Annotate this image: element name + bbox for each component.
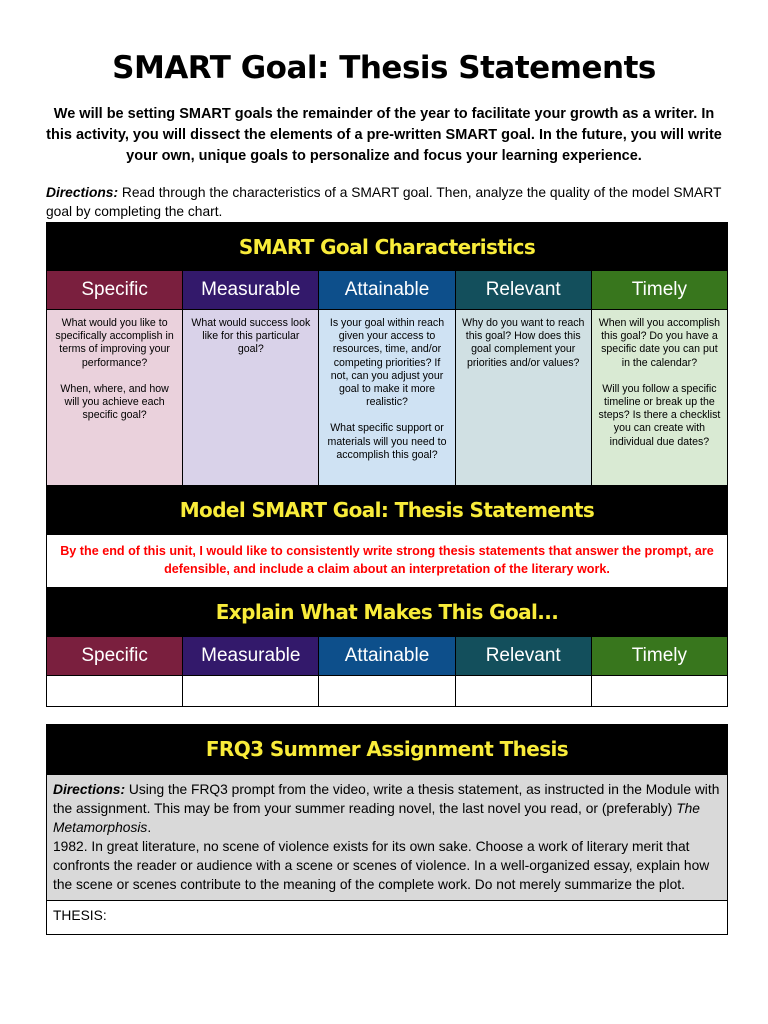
directions-label: Directions: xyxy=(46,185,119,200)
characteristics-header-row xyxy=(47,271,727,309)
thesis-field[interactable] xyxy=(47,901,727,934)
explain-header-timely: Timely xyxy=(592,637,727,675)
book-end: . xyxy=(147,820,152,835)
cell-measurable xyxy=(183,309,319,485)
cell-text: When will you accomplish this goal? Do you have a specific date you can put in the calendar? xyxy=(598,317,721,369)
smart-table xyxy=(46,222,728,707)
answer-cell-relevant[interactable] xyxy=(456,675,592,706)
cell-text: What specific support or materials will you need to accomplish this goal? xyxy=(327,422,447,461)
explain-header-measurable: Measurable xyxy=(183,637,319,675)
header-relevant: Relevant xyxy=(456,271,592,309)
frq-directions-label: Directions: xyxy=(53,782,126,797)
header-specific: Specific xyxy=(47,271,183,309)
thesis-label: THESIS: xyxy=(53,908,107,923)
answer-cell-attainable[interactable] xyxy=(319,675,455,706)
model-goal-heading: Model SMART Goal: Thesis Statements xyxy=(47,485,727,535)
cell-text: When, where, and how will you achieve each specific goal? xyxy=(60,382,169,422)
cell-relevant xyxy=(456,309,592,485)
directions-text: Read through the characteristics of a SMART goal. Then, analyze the quality of the model SMART goal by completing the chart. xyxy=(46,185,722,219)
cell-timely xyxy=(592,309,727,485)
explain-heading: Explain What Makes This Goal... xyxy=(47,587,727,637)
cell-text: What would you like to specifically accomplish in terms of improving your performance? xyxy=(55,317,174,369)
intro-text: We will be setting SMART goals the remainder of the year to facilitate your growth as a writer. In this activity, you will dissect the elements of a pre-written SMART goal. In the future, you will write your own, unique goals to personalize and focus your learning experience. xyxy=(46,106,722,164)
answer-cell-measurable[interactable] xyxy=(183,675,319,706)
characteristics-heading: SMART Goal Characteristics xyxy=(47,223,727,271)
cell-text: Is your goal within reach given your access to resources, time, and/or competing priorities? If not, can you adjust your goal to make it more realistic? xyxy=(329,317,445,409)
cell-text: Will you follow a specific timeline or break up the steps? Is there a checklist you can create with individual due dates? xyxy=(598,382,721,448)
answer-cell-specific[interactable] xyxy=(47,675,183,706)
explain-header-specific: Specific xyxy=(47,637,183,675)
cell-specific xyxy=(47,309,183,485)
book-title: The Metamorphosis xyxy=(53,801,700,835)
cell-text: Why do you want to reach this goal? How does this goal complement your priorities and/or values? xyxy=(461,317,585,369)
page-title: SMART Goal: Thesis Statements xyxy=(112,50,656,86)
frq-heading: FRQ3 Summer Assignment Thesis xyxy=(47,725,727,774)
header-attainable: Attainable xyxy=(319,271,455,309)
explain-answer-row xyxy=(47,675,727,706)
explain-header-relevant: Relevant xyxy=(456,637,592,675)
model-goal-text: By the end of this unit, I would like to consistently write strong thesis statements that answer the prompt, are defensible, and include a claim about an interpretation of the literary work. xyxy=(60,544,714,576)
frq-prompt: 1982. In great literature, no scene of violence exists for its own sake. Choose a work of literary merit that confronts the reader or audience with a scene or scenes of violence. In a well-organized essay, explain how the scene or scenes contribute to the meaning of the complete work. Do not merely summarize the plot. xyxy=(53,839,710,892)
answer-cell-timely[interactable] xyxy=(592,675,727,706)
frq-directions-text: Using the FRQ3 prompt from the video, write a thesis statement, as instructed in the Module with the assignment. This may be from your summer reading novel, the last novel you read, or (preferably) xyxy=(53,782,720,816)
explain-header-attainable: Attainable xyxy=(319,637,455,675)
directions xyxy=(46,183,728,221)
cell-text: What would success look like for this particular goal? xyxy=(191,317,311,356)
frq-directions xyxy=(47,774,727,901)
characteristics-body-row xyxy=(47,309,727,485)
header-timely: Timely xyxy=(592,271,727,309)
cell-attainable xyxy=(319,309,455,485)
frq-table xyxy=(46,724,728,935)
header-measurable: Measurable xyxy=(183,271,319,309)
explain-header-row xyxy=(47,637,727,675)
